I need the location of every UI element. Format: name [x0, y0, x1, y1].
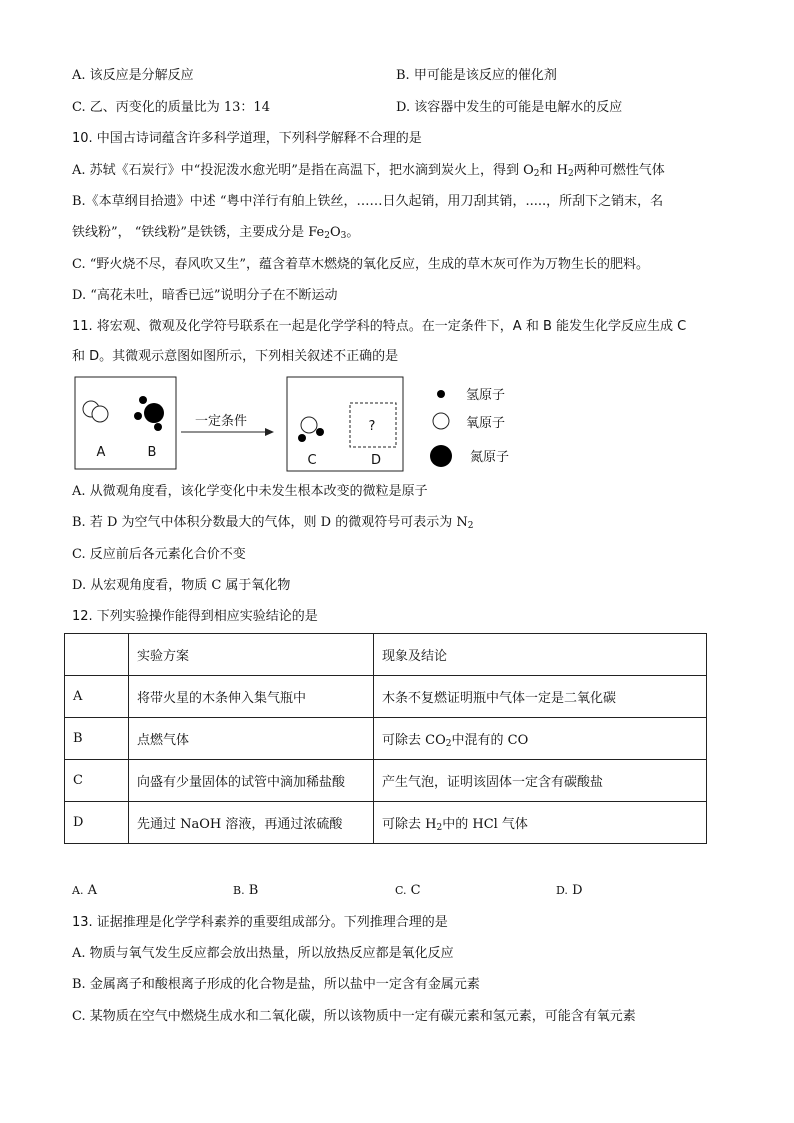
- q10-option-d: D. “高花未吐，暗香已远”说明分子在不断运动: [72, 288, 338, 303]
- q13-option-c: C. 某物质在空气中燃烧生成水和二氧化碳，所以该物质中一定有碳元素和氢元素，可能含有氧元素: [72, 1009, 636, 1024]
- legend-nitrogen-icon: [430, 445, 452, 467]
- reaction-arrow-head: [265, 428, 274, 436]
- label-b: B: [147, 445, 157, 460]
- q11-stem-line1: 11. 将宏观、微观及化学符号联系在一起是化学学科的特点。在一定条件下，A 和 B 能发生化学反应生成 C: [72, 319, 687, 334]
- legend-nitrogen-label: 氮原子: [470, 450, 510, 465]
- row-key: A: [65, 676, 129, 718]
- legend-oxygen-icon: [433, 413, 449, 429]
- q12-stem: 12. 下列实验操作能得到相应实验结论的是: [72, 609, 318, 624]
- row-plan: 先通过 NaOH 溶液，再通过浓硫酸: [129, 802, 374, 844]
- q13-option-a: A. 物质与氧气发生反应都会放出热量，所以放热反应都是氧化反应: [72, 946, 454, 961]
- q12-choice-c: C. C: [395, 883, 421, 898]
- arrow-condition-label: 一定条件: [194, 414, 248, 429]
- q9-option-d: D. 该容器中发生的可能是电解水的反应: [396, 100, 623, 115]
- q9-option-c: C. 乙、丙变化的质量比为 13：14: [72, 100, 270, 115]
- q10-option-a: A. 苏轼《石炭行》中“投泥泼水愈光明”是指在高温下，把水滴到炭火上，得到 $O_2$和 $H_2$两种可燃性气体: [72, 163, 665, 179]
- ammonia-nitrogen-atom: [144, 403, 164, 423]
- q9-option-b: B. 甲可能是该反应的催化剂: [396, 68, 557, 83]
- q11-option-d: D. 从宏观角度看，物质 C 属于氧化物: [72, 578, 291, 593]
- table-row: [65, 718, 707, 760]
- q10-option-b-line1: B.《本草纲目拾遗》中述 “粤中洋行有舶上铁丝，……日久起销，用刀刮其销，.....，所刮下之销末，名: [72, 194, 664, 209]
- table-row: [65, 676, 707, 718]
- ammonia-hydrogen-atom-1: [139, 396, 147, 404]
- experiment-table: [64, 633, 707, 844]
- row-key: B: [65, 718, 129, 760]
- table-header-cell: 现象及结论: [374, 634, 707, 676]
- q12-choice-d: D. D: [556, 883, 583, 898]
- label-d: D: [370, 453, 382, 468]
- q11-option-c: C. 反应前后各元素化合价不变: [72, 547, 246, 562]
- row-plan: 点燃气体: [129, 718, 374, 760]
- table-header-cell: [65, 634, 129, 676]
- label-a: A: [96, 445, 106, 460]
- q12-choice-a: A. A: [72, 883, 97, 898]
- legend-oxygen-label: 氧原子: [466, 416, 506, 431]
- row-key: D: [65, 802, 129, 844]
- row-plan: 向盛有少量固体的试管中滴加稀盐酸: [129, 760, 374, 802]
- q13-option-b: B. 金属离子和酸根离子形成的化合物是盐，所以盐中一定含有金属元素: [72, 977, 480, 992]
- row-result: 产生气泡，证明该固体一定含有碳酸盐: [374, 760, 707, 802]
- label-c: C: [307, 453, 317, 468]
- table-header-cell: 实验方案: [129, 634, 374, 676]
- oxygen-molecule-atom-2: [92, 406, 108, 422]
- legend-hydrogen-label: 氢原子: [466, 388, 506, 403]
- q11-option-a: A. 从微观角度看，该化学变化中未发生根本改变的微粒是原子: [72, 484, 428, 499]
- row-result: 可除去 $CO_2$中混有的 CO: [374, 718, 707, 760]
- q11-stem-line2: 和 D。其微观示意图如图所示，下列相关叙述不正确的是: [72, 349, 399, 364]
- q9-option-a: A. 该反应是分解反应: [72, 68, 194, 83]
- q11-option-b: B. 若 D 为空气中体积分数最大的气体，则 D 的微观符号可表示为 $N_2$: [72, 515, 474, 531]
- row-result: 木条不复燃证明瓶中气体一定是二氧化碳: [374, 676, 707, 718]
- reactants-box: [75, 377, 176, 469]
- q10-option-c: C. “野火烧不尽，春风吹又生”，蕴含着草木燃烧的氧化反应，生成的草木灰可作为万物生长的肥料。: [72, 257, 650, 272]
- legend-hydrogen-icon: [437, 390, 445, 398]
- q10-option-b-line2: 铁线粉”， “铁线粉”是铁锈，主要成分是 $Fe_2O_3$。: [72, 225, 360, 241]
- table-header-row: [65, 634, 707, 676]
- water-hydrogen-atom-2: [316, 428, 324, 436]
- molecule-reaction-diagram: [0, 0, 794, 480]
- ammonia-hydrogen-atom-3: [154, 423, 162, 431]
- ammonia-hydrogen-atom-2: [134, 412, 142, 420]
- q10-stem: 10. 中国古诗词蕴含许多科学道理，下列科学解释不合理的是: [72, 131, 422, 146]
- row-result: 可除去 $H_2$中的 HCl 气体: [374, 802, 707, 844]
- q13-stem: 13. 证据推理是化学学科素养的重要组成部分。下列推理合理的是: [72, 915, 448, 930]
- row-key: C: [65, 760, 129, 802]
- table-row: [65, 802, 707, 844]
- row-plan: 将带火星的木条伸入集气瓶中: [129, 676, 374, 718]
- water-oxygen-atom: [301, 417, 317, 433]
- water-hydrogen-atom-1: [298, 434, 306, 442]
- unknown-product-mark: ?: [368, 419, 376, 434]
- table-row: [65, 760, 707, 802]
- q12-choice-b: B. B: [233, 883, 259, 898]
